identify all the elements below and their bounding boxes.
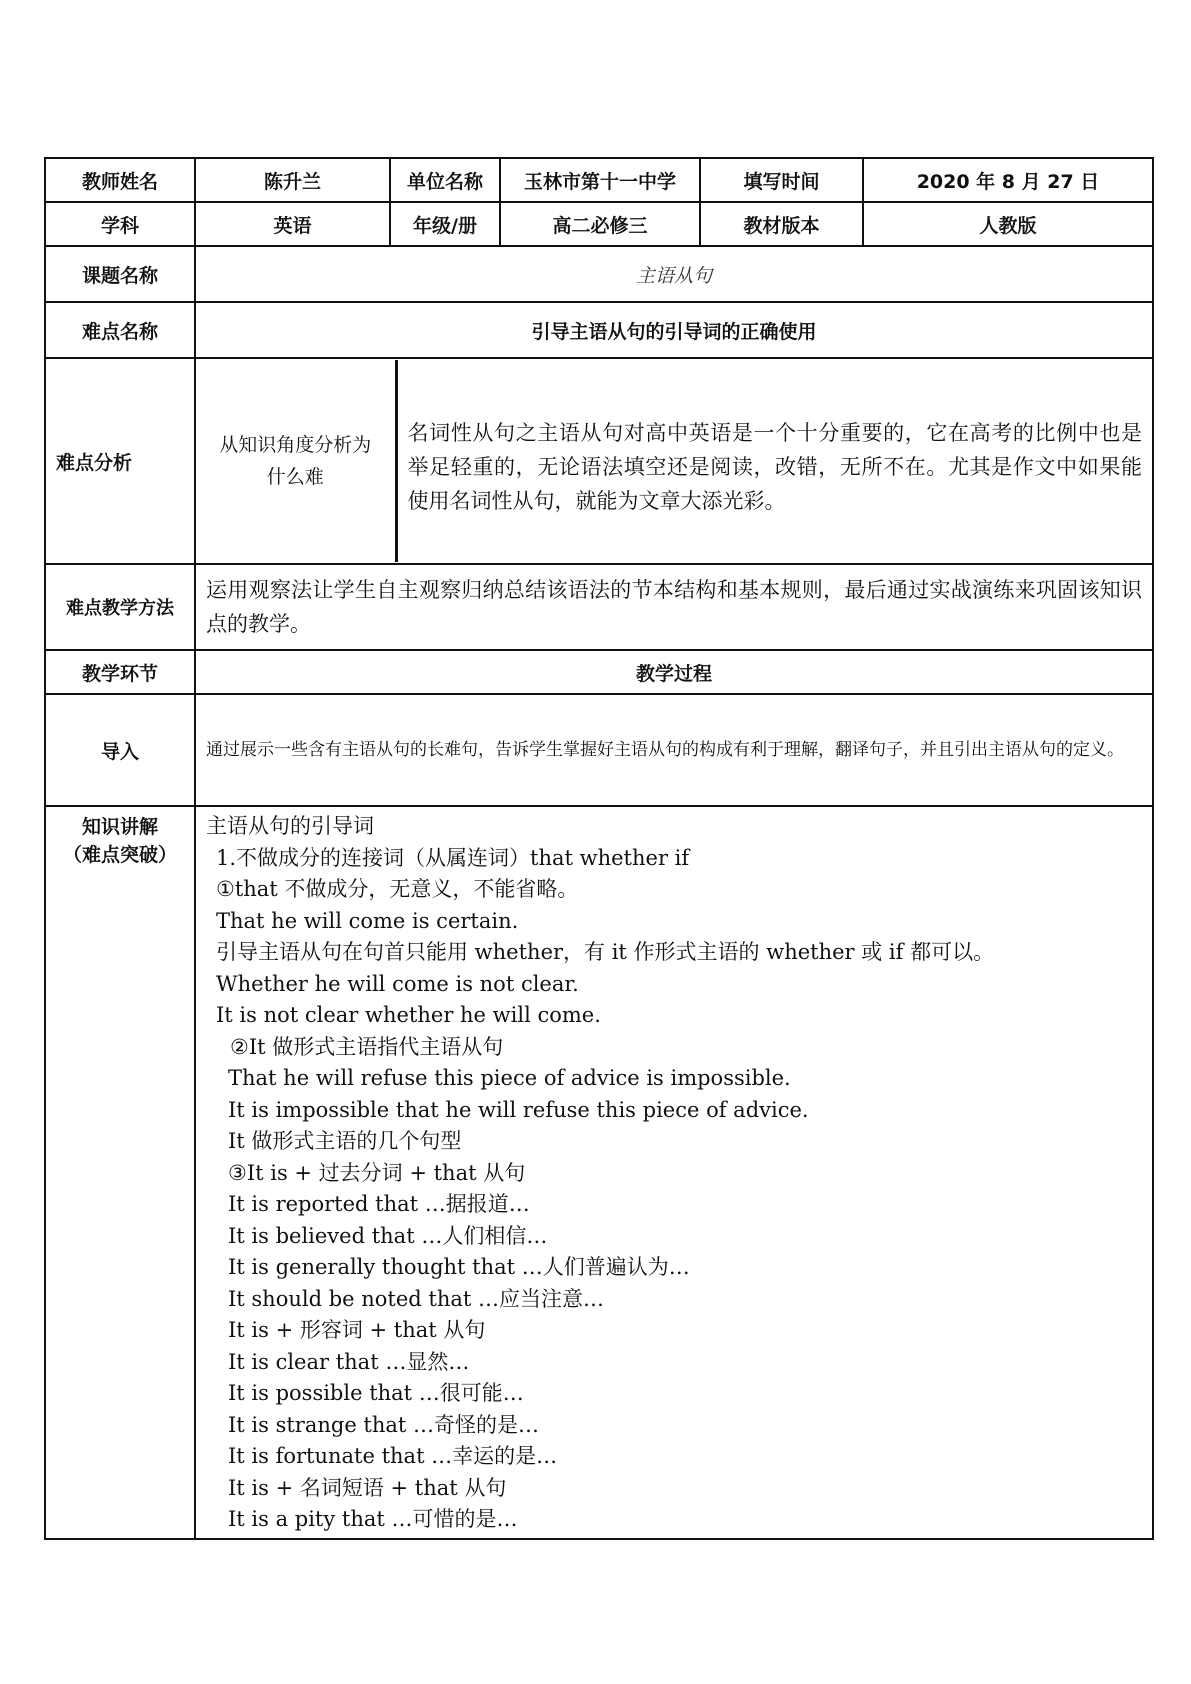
knowledge-line: ②It 做形式主语指代主语从句 [230, 1034, 504, 1059]
lesson-plan-table [44, 157, 1154, 1540]
teacher-name-label: 教师姓名 [45, 158, 195, 202]
topic-row [45, 246, 1153, 302]
process-label: 教学过程 [195, 650, 1153, 694]
knowledge-line: It is clear that …显然… [228, 1349, 470, 1374]
analysis-row [45, 358, 1153, 564]
knowledge-line: ③It is + 过去分词 + that 从句 [228, 1160, 526, 1185]
edition-value: 人教版 [863, 202, 1153, 246]
analysis-inner-table [196, 360, 1152, 562]
knowledge-line: That he will refuse this piece of advice is impossible. [228, 1066, 791, 1090]
knowledge-line: It is a pity that …可惜的是… [228, 1507, 518, 1531]
stage-label: 教学环节 [45, 650, 195, 694]
subject-label: 学科 [45, 202, 195, 246]
knowledge-line: 主语从句的引导词 [206, 814, 374, 838]
knowledge-row [45, 806, 1153, 1539]
knowledge-line: That he will come is certain. [216, 908, 519, 933]
unit-name-value: 玉林市第十一中学 [500, 158, 700, 202]
analysis-label: 难点分析 [45, 358, 195, 564]
knowledge-line: It should be noted that …应当注意… [228, 1286, 605, 1311]
grade-value: 高二必修三 [500, 202, 700, 246]
edition-label: 教材版本 [700, 202, 863, 246]
analysis-angle: 从知识角度分析为什么难 [196, 360, 396, 562]
topic-value: 主语从句 [195, 246, 1153, 302]
grade-label: 年级/册 [390, 202, 500, 246]
knowledge-content [195, 806, 1153, 1539]
fill-date-value: 2020 年 8 月 27 日 [863, 158, 1153, 202]
analysis-text: 名词性从句之主语从句对高中英语是一个十分重要的，它在高考的比例中也是举足轻重的，无论语法填空还是阅读，改错，无所不在。尤其是作文中如果能使用名词性从句，就能为文章大添光彩。 [407, 421, 1142, 513]
knowledge-line: Whether he will come is not clear. [216, 971, 579, 996]
teacher-name-value: 陈升兰 [195, 158, 390, 202]
knowledge-label-line1: 知识讲解 [81, 816, 158, 838]
method-row [45, 564, 1153, 650]
method-text: 运用观察法让学生自主观察归纳总结该语法的节本结构和基本规则，最后通过实战演练来巩固该知识点的教学。 [195, 564, 1153, 650]
knowledge-label [45, 806, 195, 1539]
intro-label: 导入 [45, 694, 195, 806]
knowledge-line: It is strange that …奇怪的是… [228, 1412, 540, 1437]
difficulty-value: 引导主语从句的引导词的正确使用 [195, 302, 1153, 358]
knowledge-line: It is reported that …据报道… [228, 1192, 530, 1216]
fill-date-label: 填写时间 [700, 158, 863, 202]
subject-value: 英语 [195, 202, 390, 246]
intro-row [45, 694, 1153, 806]
knowledge-line: 1.不做成分的连接词（从属连词）that whether if [216, 845, 690, 870]
knowledge-line: It is generally thought that …人们普遍认为… [228, 1255, 690, 1279]
unit-name-label: 单位名称 [390, 158, 500, 202]
knowledge-line: It is impossible that he will refuse this piece of advice. [228, 1097, 809, 1122]
process-header-row [45, 650, 1153, 694]
lesson-plan-sheet [44, 157, 1152, 1540]
knowledge-line: It is + 形容词 + that 从句 [228, 1318, 486, 1342]
knowledge-line: It is believed that …人们相信… [228, 1223, 548, 1248]
knowledge-line: It is fortunate that …幸运的是… [228, 1444, 558, 1468]
knowledge-line: It is possible that …很可能… [228, 1381, 524, 1405]
analysis-content [195, 358, 1153, 564]
method-label: 难点教学方法 [45, 564, 195, 650]
info-row-2 [45, 202, 1153, 246]
knowledge-line: ①that 不做成分，无意义，不能省略。 [216, 877, 579, 901]
knowledge-label-line2: （难点突破） [62, 844, 177, 866]
difficulty-row [45, 302, 1153, 358]
difficulty-label: 难点名称 [45, 302, 195, 358]
knowledge-line: It is + 名词短语 + that 从句 [228, 1475, 507, 1500]
info-row-1 [45, 158, 1153, 202]
intro-text: 通过展示一些含有主语从句的长难句，告诉学生掌握好主语从句的构成有利于理解，翻译句子，并且引出主语从句的定义。 [195, 694, 1153, 806]
knowledge-line: It 做形式主语的几个句型 [228, 1129, 462, 1153]
knowledge-line: It is not clear whether he will come. [216, 1003, 601, 1027]
knowledge-line: 引导主语从句在句首只能用 whether，有 it 作形式主语的 whether 或 if 都可以。 [216, 940, 995, 964]
topic-label: 课题名称 [45, 246, 195, 302]
